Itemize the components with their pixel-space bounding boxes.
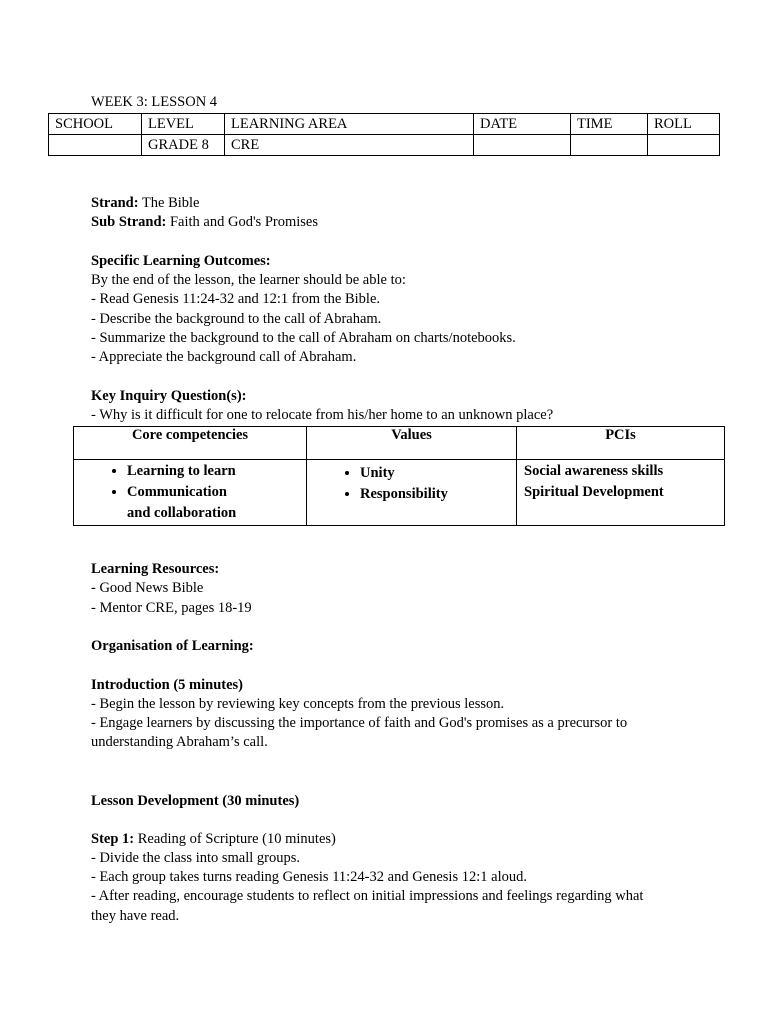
resource-item: - Mentor CRE, pages 18-19 — [91, 600, 252, 616]
core-competency-item: • Learning to learn — [127, 461, 305, 482]
values-cell — [307, 460, 517, 526]
lesson-meta-table — [48, 113, 720, 156]
step1-line: - Each group takes turns reading Genesis 11:24-32 and Genesis 12:1 aloud. — [91, 869, 527, 885]
development-title: Lesson Development (30 minutes) — [91, 793, 300, 809]
outcome-item: - Appreciate the background call of Abraham. — [91, 349, 357, 365]
pci-item: Spiritual Development — [524, 484, 664, 500]
outcome-item: - Describe the background to the call of Abraham. — [91, 311, 382, 327]
resources-title: Learning Resources: — [91, 561, 220, 577]
header-values: Values — [307, 427, 517, 460]
outcome-item: - Summarize the background to the call of Abraham on charts/notebooks. — [91, 330, 516, 346]
introduction-line: - Engage learners by discussing the importance of faith and God's promises as a precursor to — [91, 715, 628, 731]
step1-line: they have read. — [91, 908, 180, 924]
header-core-competencies: Core competencies — [74, 427, 307, 460]
pci-item: Social awareness skills — [524, 463, 664, 479]
step1-title — [91, 830, 336, 849]
core-competencies-cell — [74, 460, 307, 526]
introduction-title: Introduction (5 minutes) — [91, 677, 243, 693]
value-level: GRADE 8 — [142, 135, 225, 156]
resource-item: - Good News Bible — [91, 580, 204, 596]
outcomes-intro: By the end of the lesson, the learner should be able to: — [91, 272, 406, 288]
strand-value: The Bible — [138, 195, 200, 211]
outcome-item: - Read Genesis 11:24-32 and 12:1 from the Bible. — [91, 291, 381, 307]
inquiry-title: Key Inquiry Question(s): — [91, 388, 247, 404]
introduction-line: - Begin the lesson by reviewing key concepts from the previous lesson. — [91, 696, 505, 712]
header-roll: ROLL — [648, 114, 720, 135]
sub-strand-value: Faith and God's Promises — [166, 214, 319, 230]
sub-strand-label: Sub Strand: — [91, 214, 167, 230]
header-learning-area: LEARNING AREA — [225, 114, 474, 135]
header-school: SCHOOL — [49, 114, 142, 135]
header-pcis: PCIs — [517, 427, 725, 460]
value-roll — [648, 135, 720, 156]
value-time — [571, 135, 648, 156]
strand-label: Strand: — [91, 195, 139, 211]
pcis-cell — [517, 460, 725, 526]
value-learning-area: CRE — [225, 135, 474, 156]
lesson-heading: WEEK 3: LESSON 4 — [91, 94, 218, 110]
value-date — [474, 135, 571, 156]
step1-label: Step 1: — [91, 831, 135, 847]
step1-line: - After reading, encourage students to reflect on initial impressions and feelings regarding what — [91, 888, 644, 904]
competency-header-row — [74, 427, 725, 460]
header-level: LEVEL — [142, 114, 225, 135]
step1-line: - Divide the class into small groups. — [91, 850, 301, 866]
value-item: • Responsibility — [360, 484, 515, 505]
competency-table — [73, 426, 725, 526]
sub-strand-line — [91, 213, 318, 232]
competency-body-row — [74, 460, 725, 526]
strand-line — [91, 194, 200, 213]
step1-heading: Reading of Scripture (10 minutes) — [134, 831, 336, 847]
meta-header-row — [49, 114, 720, 135]
meta-value-row — [49, 135, 720, 156]
organisation-title: Organisation of Learning: — [91, 638, 254, 654]
header-time: TIME — [571, 114, 648, 135]
value-school — [49, 135, 142, 156]
inquiry-question: - Why is it difficult for one to relocate from his/her home to an unknown place? — [91, 407, 554, 423]
value-item: • Unity — [360, 463, 515, 484]
header-date: DATE — [474, 114, 571, 135]
introduction-line: understanding Abraham’s call. — [91, 734, 268, 750]
outcomes-title: Specific Learning Outcomes: — [91, 253, 271, 269]
core-competency-item: • Communication and collaboration — [127, 482, 247, 524]
